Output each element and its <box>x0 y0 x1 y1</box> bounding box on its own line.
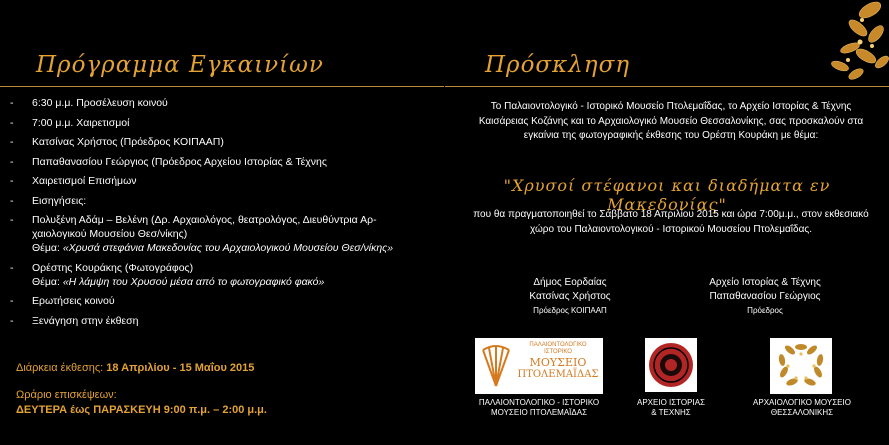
invitation-panel <box>445 0 889 445</box>
list-item: - Παπαθανασίου Γεώργιος (Πρόεδρος Αρχείου Ιστορίας & Τέχνης <box>10 155 327 168</box>
invitation-details: που θα πραγματοποιηθεί το Σάββατο 18 Απριλίου 2015 και ώρα 7:00μ.μ., στον εκθεσιακό χώρο του Παλαιοντολογικού - Ιστορικού Μουσείου Πτολεμαΐδας. <box>473 209 869 235</box>
list-item: - Ξενάγηση στην έκθεση <box>10 314 139 327</box>
program-title-rule <box>0 86 444 87</box>
invitation-title: Πρόσκληση <box>485 52 631 78</box>
list-item-subtitle: Θέμα: «Χρυσά στεφάνια Μακεδονίας του Αρχαιολογικού Μουσείου Θεσ/νίκης» <box>32 242 394 254</box>
signature-block-1: Δήμος Εορδαίας Κατσίνας Χρήστος Πρόεδρος ΚΟΙΠΑΑΠ <box>529 277 611 315</box>
list-item: - Εισηγήσεις: <box>10 194 87 207</box>
visiting-hours-label: Ωράριο επισκέψεων: <box>16 389 117 401</box>
signature-block-2: Αρχείο Ιστορίας & Τέχνης Παπαθανασίου Γεώργιος Πρόεδρος <box>709 277 821 315</box>
gold-wreath-decoration <box>800 0 889 85</box>
logo-caption-2: ΑΡΧΕΙΟ ΙΣΤΟΡΙΑΣ & ΤΕΧΝΗΣ <box>637 398 705 417</box>
list-item: - 7:00 μ.μ. Χαιρετισμοί <box>10 116 130 129</box>
program-list <box>10 96 420 333</box>
list-item: - 6:30 μ.μ. Προσέλευση κοινού <box>10 97 168 109</box>
history-art-archive-logo <box>645 338 697 392</box>
seal-icon <box>645 338 697 392</box>
exhibition-title: "Χρυσοί στέφανοι και διαδήματα εν Μακεδονίας" <box>503 176 831 214</box>
list-item: - Ερωτήσεις κοινού <box>10 295 115 307</box>
list-item: - Πολυξένη Αδάμ – Βελένη (Δρ. Αρχαιολόγος, θεατρολόγος, Διευθύντρια Αρ-χαιολογικού Μουσείου Θεσ/νίκης) Θέμα: «Χρυσά στεφάνια Μακεδονίας του Αρχαιολογικού Μουσείου Θεσ/νίκης» <box>10 213 420 255</box>
program-title: Πρόγραμμα Εγκαινίων <box>36 52 324 78</box>
list-item: - Ορέστης Κουράκης (Φωτογράφος) Θέμα: «Η λάμψη του Χρυσού μέσα από το φωτογραφικό φακό» <box>10 261 420 289</box>
logo-caption-3: ΑΡΧΑΙΟΛΟΓΙΚΟ ΜΟΥΣΕΙΟ ΘΕΣΣΑΛΟΝΙΚΗΣ <box>753 398 851 417</box>
program-panel <box>0 0 444 445</box>
paleontological-museum-logo: ΠΑΛΑΙΟΝΤΟΛΟΓΙΚΟ ΙΣΤΟΡΙΚΟ ΜΟΥΣΕΙΟ ΠΤΟΛΕΜΑΪΔΑΣ <box>475 338 603 394</box>
list-item: - Χαιρετισμοί Επισήμων <box>10 175 137 187</box>
invitation-intro: Το Παλαιοντολογικό - Ιστορικό Μουσείο Πτολεμαΐδας, το Αρχείο Ιστορίας & Τέχνης Καισάρειας Κοζάνης και το Αρχαιολογικό Μουσείο Θεσσαλονίκης, σας προσκαλούν στα εγκαίνια της φωτογραφικής έκθεσης του Ορέστη Κουράκη με θέμα: <box>478 101 864 141</box>
archaeological-museum-logo <box>770 338 832 394</box>
list-item-subtitle: Θέμα: «Η λάμψη του Χρυσού μέσα από το φωτογραφικό φακό» <box>32 275 325 288</box>
visiting-hours-value: ΔΕΥΤΕΡΑ έως ΠΑΡΑΣΚΕΥΗ 9:00 π.μ. – 2:00 μ.μ. <box>16 404 267 416</box>
logo-caption-1: ΠΑΛΑΙΟΝΤΟΛΟΓΙΚΟ - ΙΣΤΟΡΙΚΟ ΜΟΥΣΕΙΟ ΠΤΟΛΕΜΑΪΔΑΣ <box>478 398 600 417</box>
list-item: - Κατσίνας Χρήστος (Πρόεδρος ΚΟΙΠΑΑΠ) <box>10 136 224 148</box>
exhibition-duration: Διάρκεια έκθεσης: 18 Απριλίου - 15 Μαΐου 2015 <box>16 362 255 374</box>
invitation-title-rule <box>445 86 889 87</box>
golden-wreath-icon <box>770 338 832 394</box>
fossil-fan-icon <box>479 344 513 388</box>
